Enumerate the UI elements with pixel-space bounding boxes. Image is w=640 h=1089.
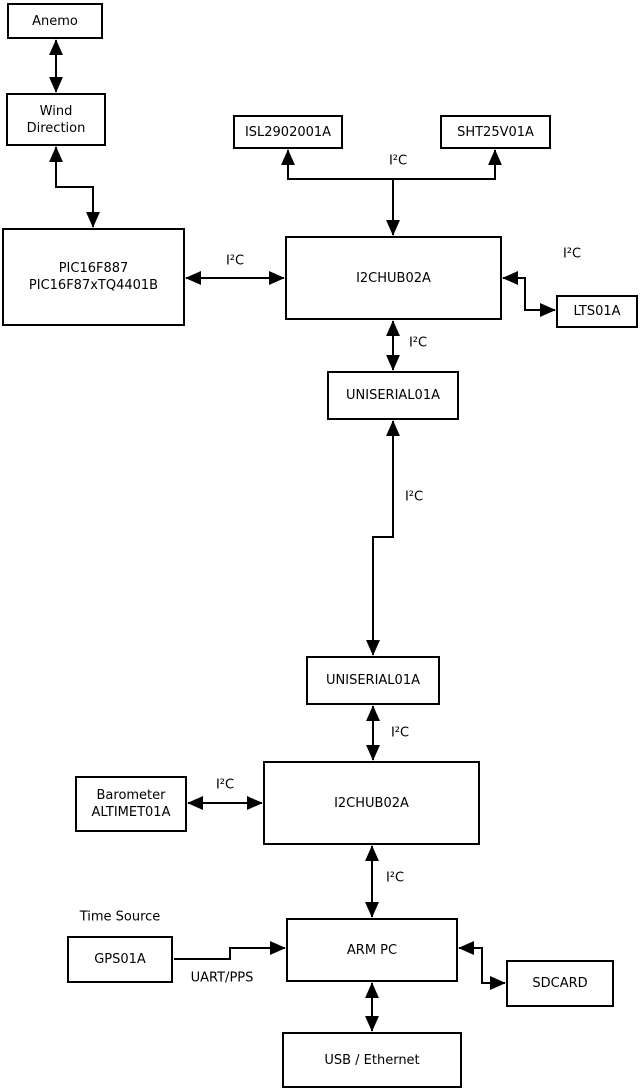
node-isl2902001a xyxy=(233,115,343,149)
bus-label-i2c-hub2-armpc: I²C xyxy=(385,870,405,886)
node-sdcard-label: SDCARD xyxy=(532,976,588,991)
node-sdcard xyxy=(506,960,614,1007)
bus-label-i2c-barometer: I²C xyxy=(215,777,235,793)
node-gps01a xyxy=(67,936,173,983)
node-uniserial-top xyxy=(327,371,459,420)
node-i2chub-top-label: I2CHUB02A xyxy=(356,270,431,286)
wire-wind-pic xyxy=(56,147,93,227)
node-uniserial-top-label: UNISERIAL01A xyxy=(346,388,440,403)
node-wind-direction xyxy=(6,93,106,146)
node-i2chub-bottom xyxy=(263,761,480,845)
node-pic-label-line2: PIC16F87xTQ4401B xyxy=(28,278,159,293)
node-anemometer xyxy=(7,3,103,39)
wire-uniserial-top-uniserial-bottom xyxy=(373,421,393,655)
bus-label-i2c-uniserial-link: I²C xyxy=(404,489,424,505)
node-sht25v01a xyxy=(440,115,551,149)
node-arm-pc-label: ARM PC xyxy=(346,942,398,958)
node-gps01a-label: GPS01A xyxy=(94,952,146,967)
node-sht25v01a-label: SHT25V01A xyxy=(457,124,534,140)
node-uniserial-bottom-label: UNISERIAL01A xyxy=(326,673,420,688)
node-pic-label-line1: PIC16F887 xyxy=(58,261,129,276)
node-wind-direction-label-line1: Wind xyxy=(39,103,73,119)
node-usb-ethernet-label: USB / Ethernet xyxy=(324,1052,420,1068)
node-arm-pc xyxy=(286,918,458,982)
bus-label-uart-pps: UART/PPS xyxy=(190,970,254,986)
node-lts01a-label: LTS01A xyxy=(573,304,621,319)
wire-i2chub-top-lts xyxy=(503,278,555,310)
node-uniserial-bottom xyxy=(306,656,440,705)
bus-label-i2c-hub-uniserial: I²C xyxy=(408,335,428,351)
bus-label-i2c-pic-hub: I²C xyxy=(225,253,245,269)
node-barometer xyxy=(75,776,187,832)
node-usb-ethernet xyxy=(282,1032,462,1088)
annotation-time-source: Time Source xyxy=(79,909,161,925)
bus-label-i2c-uniserial-hub2: I²C xyxy=(390,725,410,741)
wire-i2cbus-branch-isl xyxy=(288,150,393,179)
node-barometer-label-line2: ALTIMET01A xyxy=(91,805,171,820)
wire-gps-armpc xyxy=(174,948,285,959)
bus-label-i2c-hub-lts: I²C xyxy=(562,246,582,262)
node-barometer-label-line1: Barometer xyxy=(96,788,166,803)
wire-armpc-sdcard xyxy=(459,948,505,983)
node-i2chub-top xyxy=(285,236,502,320)
node-lts01a xyxy=(556,295,638,328)
node-anemometer-label: Anemo xyxy=(32,13,78,29)
node-pic-microcontroller xyxy=(2,228,185,326)
node-i2chub-bottom-label: I2CHUB02A xyxy=(334,795,409,811)
node-isl2902001a-label: ISL2902001A xyxy=(244,124,332,140)
bus-label-i2c-sensors: I²C xyxy=(388,153,408,169)
node-wind-direction-label-line2: Direction xyxy=(26,120,86,136)
wire-i2cbus-branch-sht xyxy=(393,150,495,179)
